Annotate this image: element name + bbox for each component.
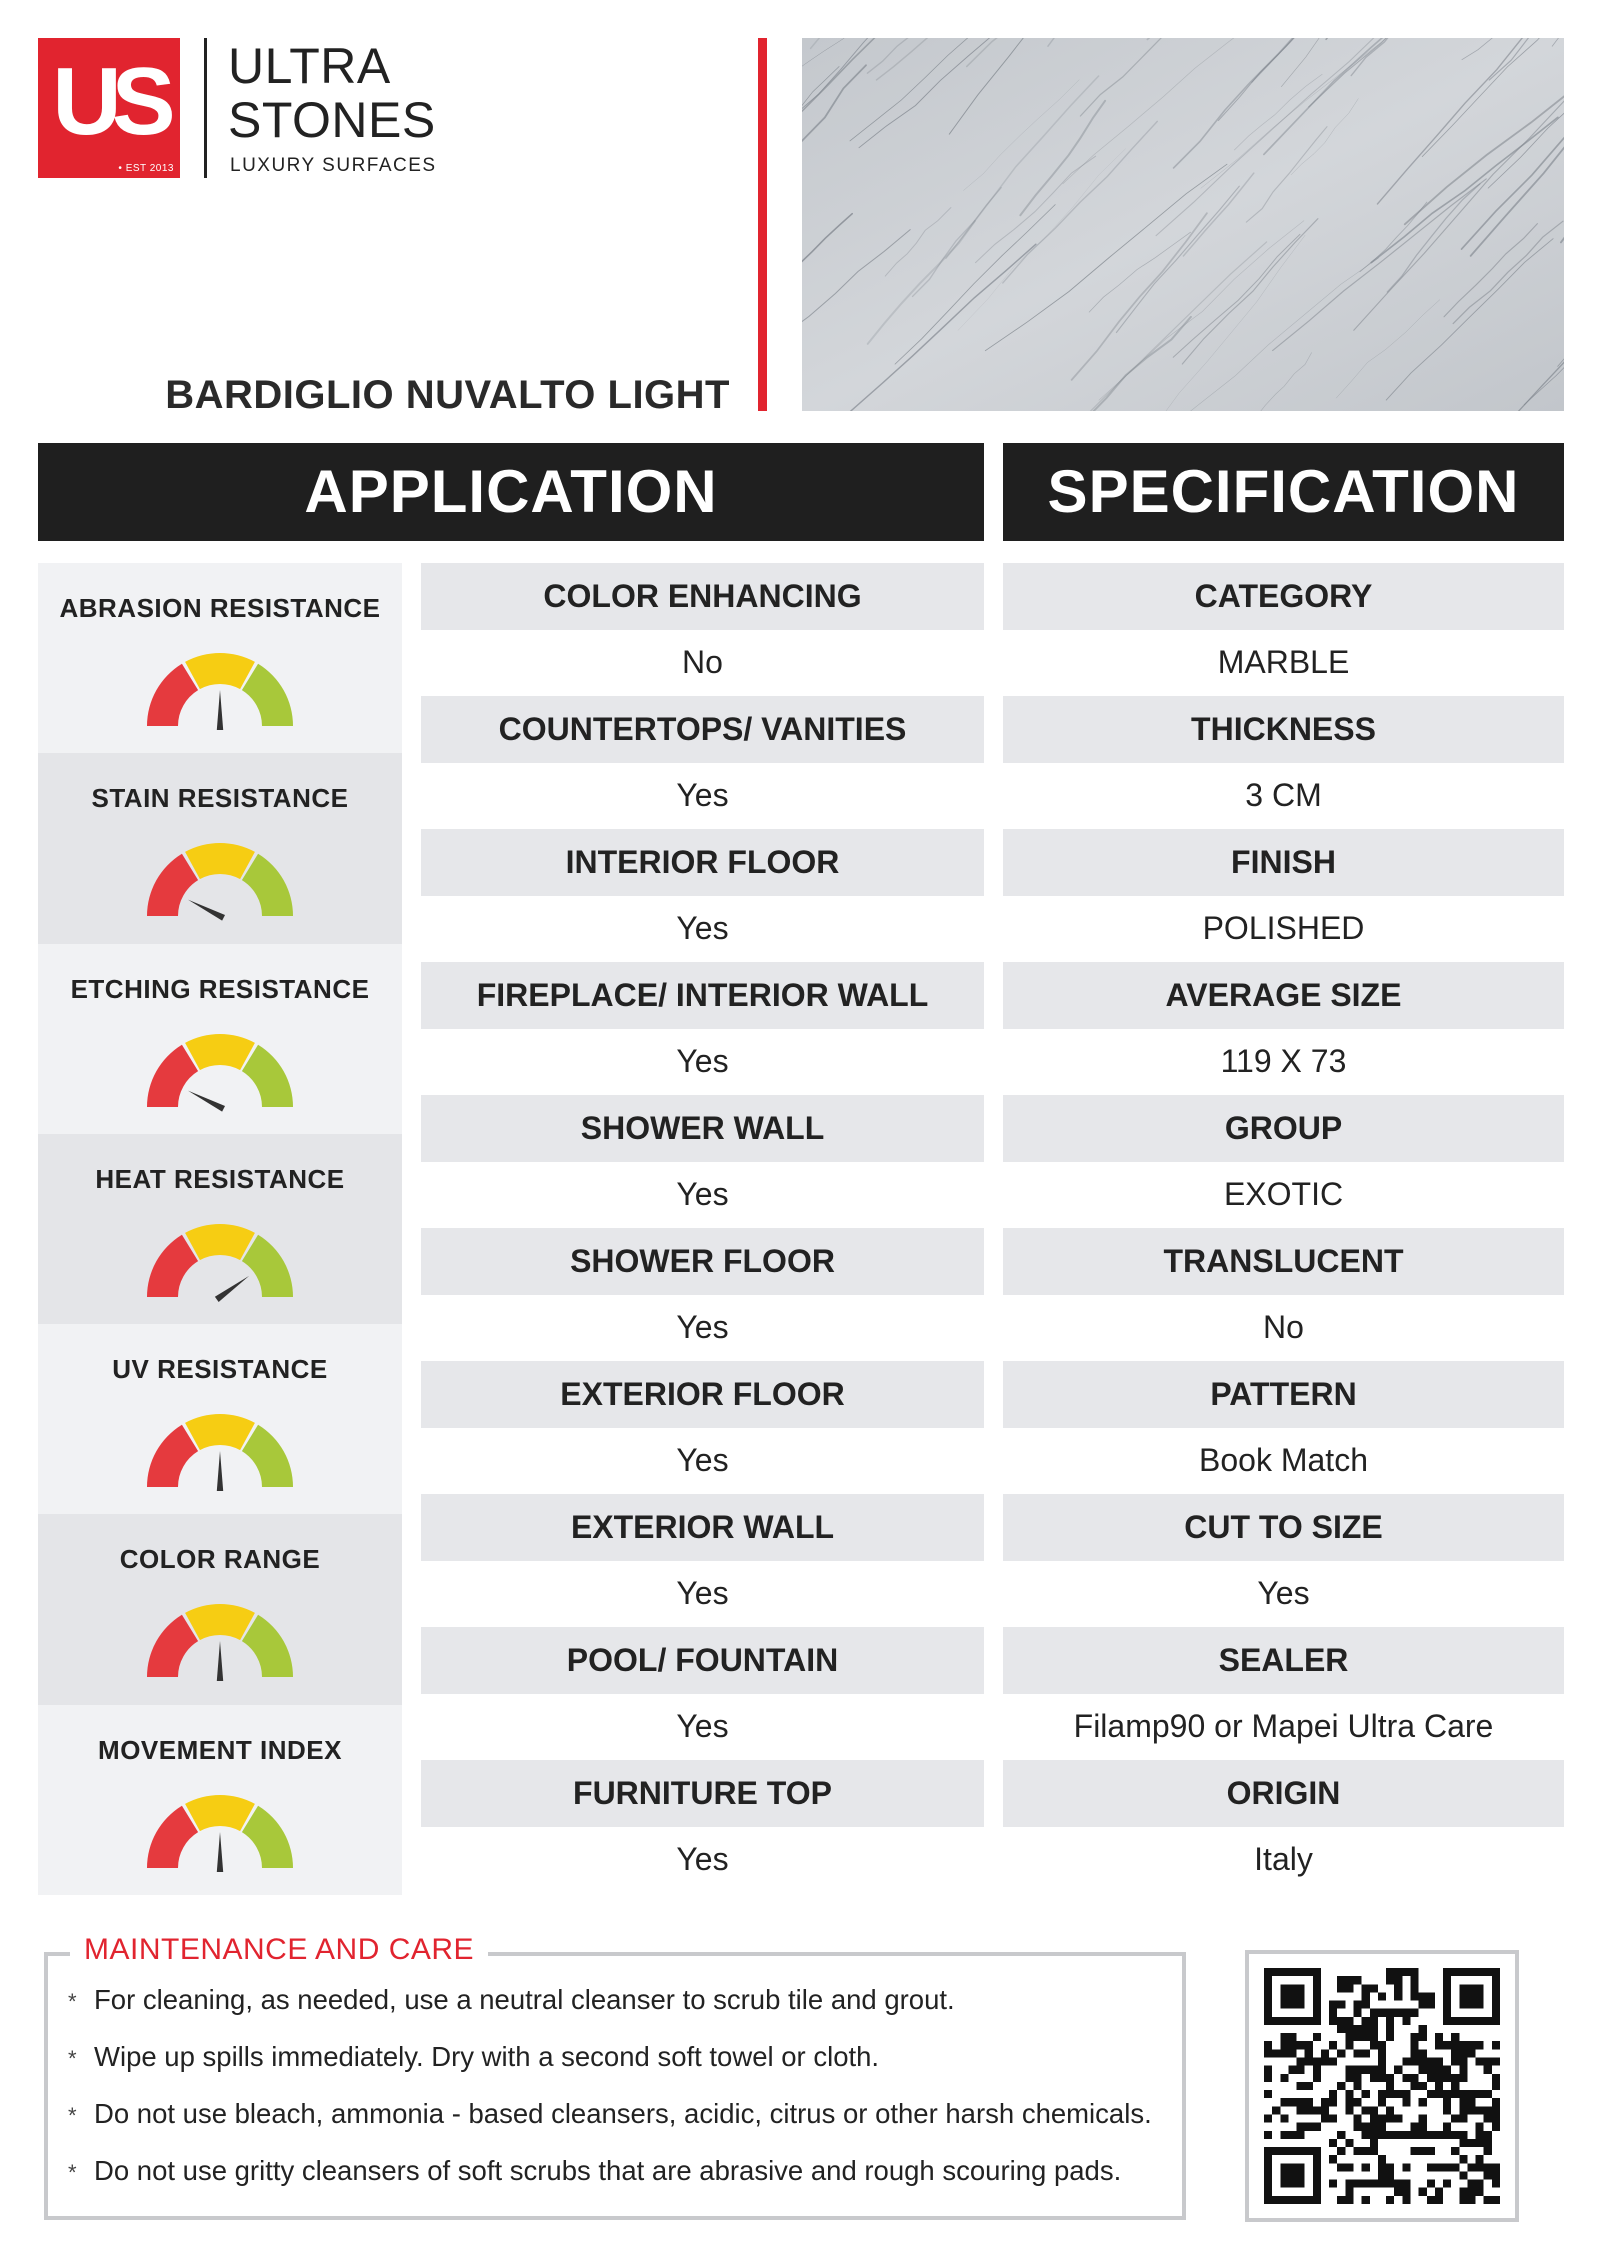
marble-texture [802,38,1564,411]
gauge-needle [217,690,223,730]
application-label: SHOWER FLOOR [421,1228,984,1295]
gauge-meter-icon [145,648,295,733]
gauge-segment [242,1044,293,1106]
specification-value: Book Match [1003,1428,1564,1495]
application-value: Yes [421,1295,984,1362]
specification-label: ORIGIN [1003,1760,1564,1827]
gauge-segment [185,1224,255,1260]
gauge-segment [242,854,293,916]
gauge-label: ABRASION RESISTANCE [59,593,381,623]
qr-code[interactable] [1245,1950,1519,2222]
brand-name-line1: ULTRA [228,38,391,94]
application-value: Yes [421,1827,984,1894]
gauge-2 [38,944,402,1134]
application-value: Yes [421,1029,984,1096]
application-label: EXTERIOR FLOOR [421,1361,984,1428]
gauge-meter-icon [145,1790,295,1875]
gauge-segment [242,1805,293,1867]
specification-label: PATTERN [1003,1361,1564,1428]
gauge-meter-icon [145,1599,295,1684]
logo-mark: US [52,48,166,155]
gauge-meter-icon [145,1409,295,1494]
gauge-label: UV RESISTANCE [112,1354,328,1385]
application-label: INTERIOR FLOOR [421,829,984,896]
application-table [421,563,984,1893]
gauge-label: STAIN RESISTANCE [91,783,349,814]
gauge-needle [188,1090,225,1111]
application-label: COUNTERTOPS/ VANITIES [421,696,984,763]
product-name: BARDIGLIO NUVALTO LIGHT [165,373,730,417]
application-value: Yes [421,1162,984,1229]
gauge-segment [147,1044,198,1106]
gauge-segment [185,1795,255,1831]
application-label: FURNITURE TOP [421,1760,984,1827]
specification-value: 119 X 73 [1003,1029,1564,1096]
specification-label: GROUP [1003,1095,1564,1162]
gauge-label: MOVEMENT INDEX [98,1734,342,1765]
gauge-segment [185,1034,255,1070]
specification-header: SPECIFICATION [1003,443,1564,541]
bullet-icon: * [68,2160,77,2185]
specification-value: EXOTIC [1003,1162,1564,1229]
gauge-3 [38,1134,402,1324]
gauge-segment [242,1425,293,1487]
gauge-segment [147,1805,198,1867]
logo-divider [204,38,207,178]
gauge-needle [217,1641,223,1681]
maintenance-title: MAINTENANCE AND CARE [70,1933,488,1967]
application-header: APPLICATION [38,443,984,541]
maintenance-item [68,2098,1178,2155]
bullet-icon: * [68,2046,77,2071]
specification-value: Filamp90 or Mapei Ultra Care [1003,1694,1564,1761]
maintenance-item [68,2041,1178,2098]
specification-value: 3 CM [1003,763,1564,830]
specification-label: CATEGORY [1003,563,1564,630]
application-value: Yes [421,1694,984,1761]
gauge-segment [242,1615,293,1677]
maintenance-text: Do not use gritty cleansers of soft scrubs that are abrasive and rough scouring pads. [94,2155,1122,2186]
gauge-needle [188,900,225,921]
application-value: No [421,630,984,697]
gauge-segment [147,664,198,726]
stone-sample-image [802,38,1564,411]
gauge-1 [38,753,402,943]
maintenance-list [68,1984,1178,2212]
maintenance-text: Do not use bleach, ammonia - based cleansers, acidic, citrus or other harsh chemicals. [94,2098,1152,2129]
gauge-segment [147,1235,198,1297]
gauge-segment [185,843,255,879]
gauge-label: ETCHING RESISTANCE [70,973,370,1004]
gauge-5 [38,1514,402,1704]
gauge-0 [38,563,402,753]
gauge-6 [38,1705,402,1895]
bullet-icon: * [68,1989,77,2014]
application-value: Yes [421,763,984,830]
specification-label: FINISH [1003,829,1564,896]
gauge-segment [147,1425,198,1487]
maintenance-text: Wipe up spills immediately. Dry with a second soft towel or cloth. [94,2041,880,2072]
specification-value: POLISHED [1003,896,1564,963]
application-value: Yes [421,1561,984,1628]
specification-table [1003,563,1564,1893]
gauge-label: COLOR RANGE [119,1544,321,1575]
specification-value: Yes [1003,1561,1564,1628]
gauge-segment [242,1235,293,1297]
application-label: POOL/ FOUNTAIN [421,1627,984,1694]
brand-name-line2: STONES [228,92,436,148]
qr-code-icon [1264,1968,1500,2204]
gauge-label: HEAT RESISTANCE [95,1163,345,1194]
gauge-segment [147,854,198,916]
specification-value: Italy [1003,1827,1564,1894]
maintenance-item [68,1984,1178,2041]
gauge-segment [242,664,293,726]
gauge-meter-icon [145,838,295,923]
application-label: FIREPLACE/ INTERIOR WALL [421,962,984,1029]
specification-label: THICKNESS [1003,696,1564,763]
specification-value: MARBLE [1003,630,1564,697]
gauge-needle [215,1276,249,1302]
gauge-meter-icon [145,1029,295,1114]
gauge-segment [185,653,255,689]
gauge-segment [185,1604,255,1640]
maintenance-text: For cleaning, as needed, use a neutral cleanser to scrub tile and grout. [94,1984,955,2015]
gauge-segment [185,1414,255,1450]
accent-bar [758,38,767,411]
bullet-icon: * [68,2103,77,2128]
application-value: Yes [421,896,984,963]
resistance-gauges [38,563,402,1895]
specification-label: AVERAGE SIZE [1003,962,1564,1029]
maintenance-item [68,2155,1178,2212]
specification-label: SEALER [1003,1627,1564,1694]
gauge-4 [38,1324,402,1514]
specification-value: No [1003,1295,1564,1362]
brand-tagline: LUXURY SURFACES [230,155,437,176]
gauge-meter-icon [145,1219,295,1304]
application-label: SHOWER WALL [421,1095,984,1162]
specification-label: CUT TO SIZE [1003,1494,1564,1561]
gauge-needle [217,1451,223,1491]
application-label: EXTERIOR WALL [421,1494,984,1561]
gauge-segment [147,1615,198,1677]
application-value: Yes [421,1428,984,1495]
brand-logo [38,38,180,178]
application-label: COLOR ENHANCING [421,563,984,630]
logo-est: • EST 2013 [118,163,174,174]
specification-label: TRANSLUCENT [1003,1228,1564,1295]
gauge-needle [217,1832,223,1872]
